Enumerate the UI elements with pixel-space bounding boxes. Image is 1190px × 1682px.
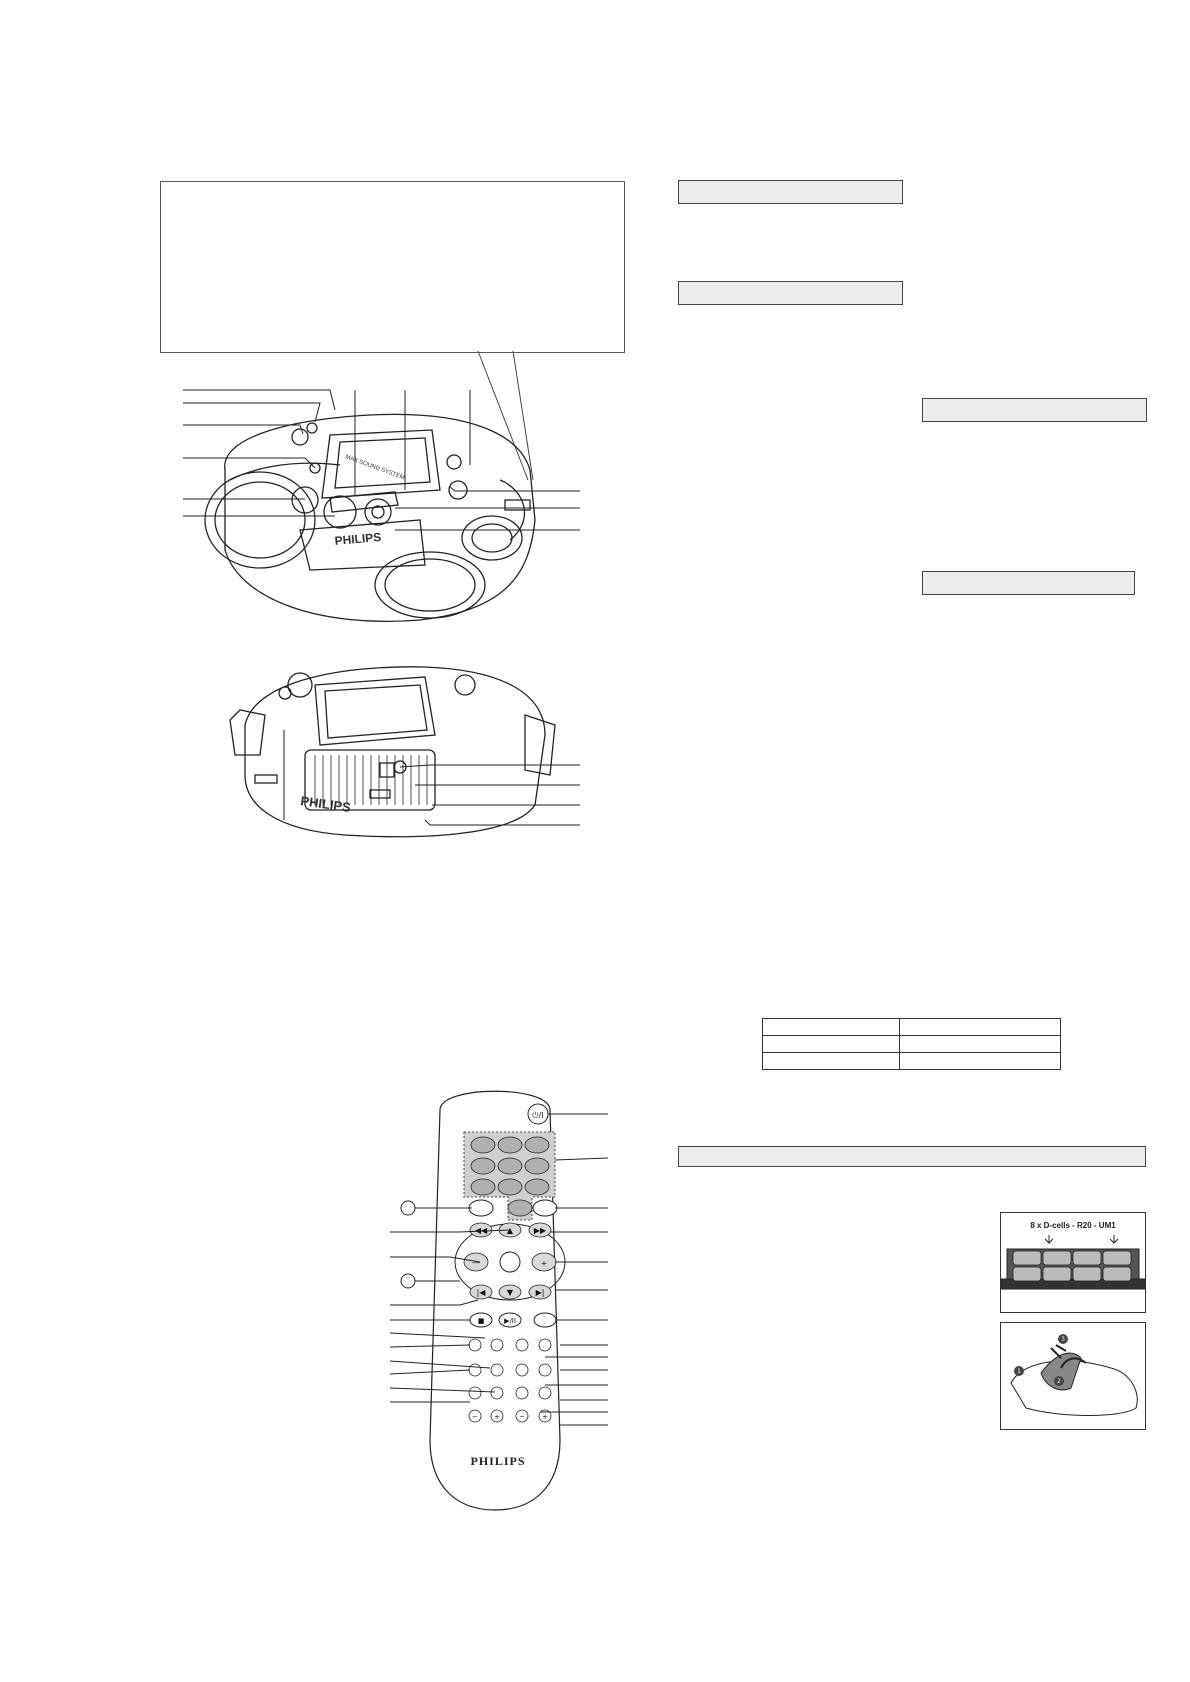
remote-battery-photo [1000,1322,1146,1430]
svg-text:3: 3 [1061,1336,1065,1343]
spec-table [762,1018,1061,1070]
remote-battery-illustration [1001,1323,1145,1429]
svg-text:▲: ▲ [506,1226,514,1235]
svg-text:◀◀: ◀◀ [474,1226,488,1235]
section-header-5 [678,1146,1146,1167]
svg-text:▶/II: ▶/II [504,1317,516,1325]
section-header-1 [678,180,903,204]
svg-text:+: + [494,1413,500,1421]
svg-text:PHILIPS: PHILIPS [299,793,352,816]
svg-text:▶|: ▶| [535,1288,545,1297]
svg-text:▶▶: ▶▶ [533,1226,547,1235]
svg-text:PHILIPS: PHILIPS [334,529,382,548]
svg-text:−: − [519,1413,525,1421]
section-header-3 [922,398,1147,422]
section-header-2 [678,281,903,305]
svg-text:2: 2 [1057,1378,1061,1385]
svg-text:+: + [542,1413,548,1421]
svg-text:1: 1 [1017,1368,1021,1375]
svg-text:MAX SOUND SYSTEM: MAX SOUND SYSTEM [344,454,406,482]
remote-brand: PHILIPS [470,1454,526,1468]
svg-text:■: ■ [477,1317,485,1325]
power-symbol: ⏻/I [532,1111,544,1120]
svg-text:▼: ▼ [506,1288,514,1297]
svg-text:|◀: |◀ [476,1288,486,1297]
svg-text:+: + [540,1259,548,1268]
section-header-4 [922,571,1135,595]
table-row [763,1053,1061,1070]
table-row [763,1036,1061,1053]
battery-illustration [1001,1213,1145,1312]
battery-compartment-photo [1000,1212,1146,1313]
svg-text:−: − [472,1413,478,1421]
svg-text:—: — [472,1258,480,1267]
table-row [763,1019,1061,1036]
battery-label: 8 x D-cells - R20 - UM1 [1030,1221,1116,1230]
